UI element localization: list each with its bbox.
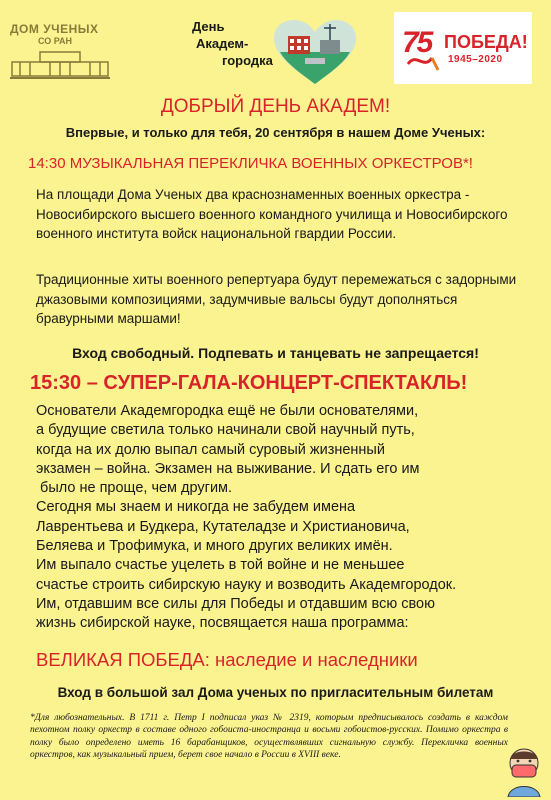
event1-paragraph1: На площади Дома Ученых два краснознаменных военных оркестра - Новосибирского высшего военного командного училища и Новосибирского военного института войск национальной гвардии России. xyxy=(36,187,508,241)
pobeda-years: 1945–2020 xyxy=(448,54,503,65)
event2-line: Сегодня мы знаем и никогда не забудем имена xyxy=(36,499,356,516)
event2-line: счастье строить сибирскую науку и возводить Академгородок. xyxy=(36,576,457,593)
event2-line: Им выпало счастье уцелеть в той войне и не меньшее xyxy=(36,557,405,574)
pobeda-75-logo xyxy=(394,12,532,84)
event2-line: Основатели Академгородка ещё не были основателями, xyxy=(36,403,419,419)
event2-line: было не проще, чем другим. xyxy=(36,480,233,497)
den-line1: День xyxy=(192,19,225,34)
pobeda-word: ПОБЕДА! xyxy=(444,32,528,52)
event2-line: жизнь сибирской науке, посвящается наша программа: xyxy=(36,615,409,632)
face-mask-icon xyxy=(502,745,546,797)
program-title: ВЕЛИКАЯ ПОБЕДА: наследие и наследники xyxy=(36,649,418,670)
event2-line: Беляева и Трофимука, и много других великих имён. xyxy=(36,538,393,555)
event2-line: Им, отдавшим все силы для Победы и отдавшим всю свою xyxy=(36,595,435,612)
den-line2: Академ- xyxy=(196,36,249,51)
page-title: ДОБРЫЙ ДЕНЬ АКАДЕМ! xyxy=(160,96,391,117)
dom-logo-line2: СО РАН xyxy=(38,36,72,46)
heart-city-icon xyxy=(270,18,360,88)
subtitle: Впервые, и только для тебя, 20 сентября в нашем Доме Ученых: xyxy=(65,125,486,140)
event1-paragraph2: Традиционные хиты военного репертуара будут перемежаться с задорными джазовыми композициями, задумчивые вальсы будут дополняться бравурными маршами! xyxy=(36,272,517,326)
hall-entry-note: Вход в большой зал Дома ученых по пригласительным билетам xyxy=(57,685,494,700)
event1-heading: 14:30 МУЗЫКАЛЬНАЯ ПЕРЕКЛИЧКА ВОЕННЫХ ОРКЕСТРОВ*! xyxy=(28,155,473,172)
header xyxy=(0,0,551,95)
event2-line: экзамен – война. Экзамен на выживание. И сдать его им xyxy=(36,460,420,477)
den-akademgorodka-logo xyxy=(192,14,362,88)
dom-logo-line1: ДОМ УЧЕНЫХ xyxy=(10,22,99,36)
event2-text xyxy=(36,402,541,634)
event2-line: когда на их долю выпал самый суровый жизненный xyxy=(36,441,385,458)
footnote: *Для любознательных. В 1711 г. Петр I подписал указ № 2319, которым предписывалось создать в каждом пехотном полку оркестр в составе одного гобоиста-иностранца и восьми гобоистов-русских. Помимо оркестра в полку было определено иметь 16 барабанщиков, осуществлявших сигнальную службу. Перекличка военных оркестров, как музыкальный прием, берет свое начало в России в XVIII веке. xyxy=(30,713,508,760)
free-entry-note: Вход свободный. Подпевать и танцевать не запрещается! xyxy=(72,345,479,361)
event2-heading: 15:30 – СУПЕР-ГАЛА-КОНЦЕРТ-СПЕКТАКЛЬ! xyxy=(30,372,468,394)
dom-uchenyh-logo xyxy=(10,22,120,80)
building-icon xyxy=(10,48,110,80)
event2-line: а будущие светила только начинали свой научный путь, xyxy=(36,422,415,439)
pobeda-number: 75 xyxy=(402,26,432,59)
event2-line: Лаврентьева и Будкера, Кутателадзе и Христиановича, xyxy=(36,518,410,535)
den-line3: городка xyxy=(222,53,273,68)
